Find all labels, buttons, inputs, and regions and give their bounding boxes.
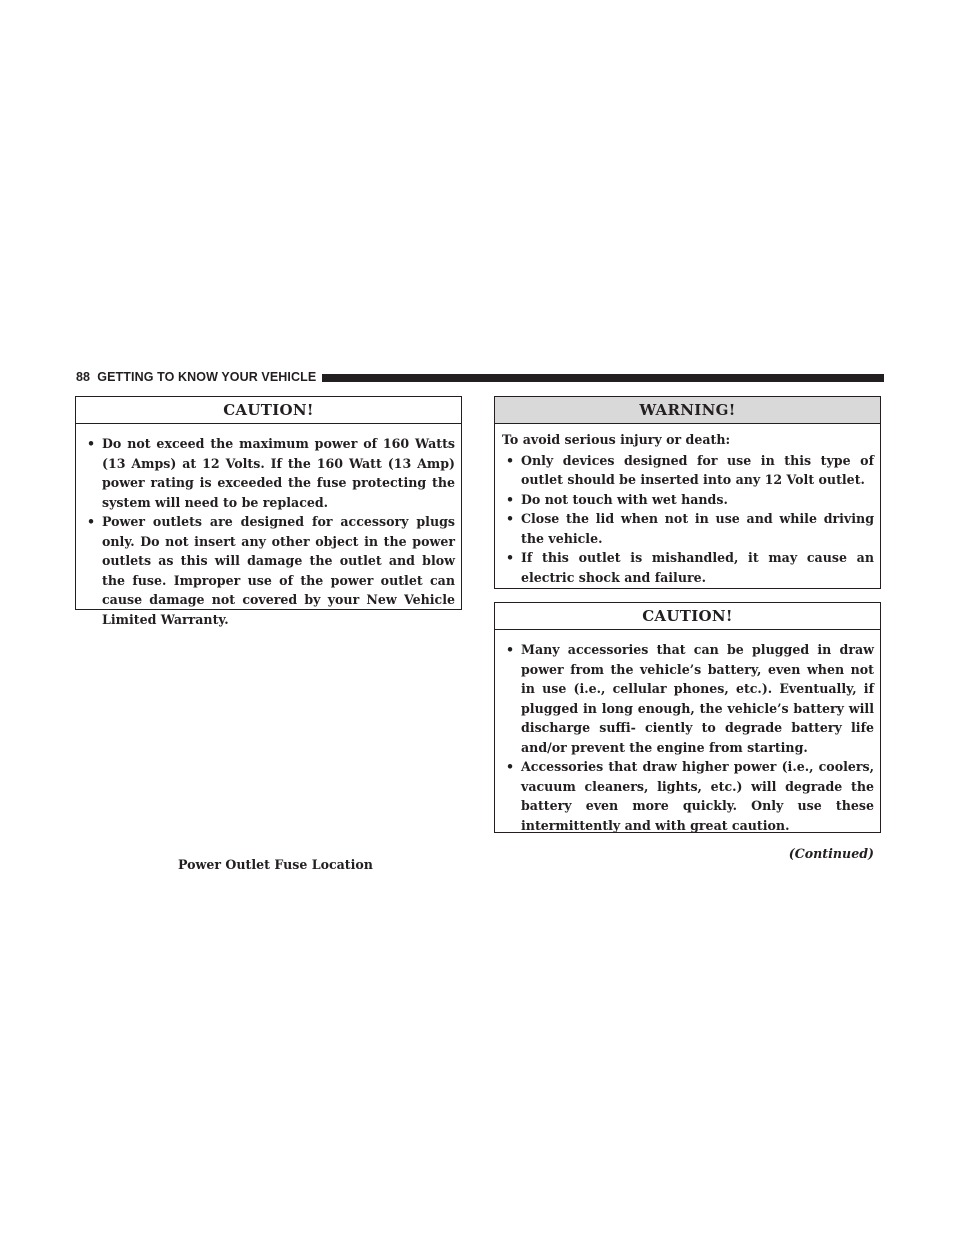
caution-body — [76, 424, 461, 629]
list-item-text: Do not exceed the maximum power of 160 Watts (13 Amps) at 12 Volts. If the 160 Watt (13 Amp) power rating is exceeded the fuse protecting the system will need to be replaced. — [102, 436, 455, 510]
bullet-icon: • — [506, 759, 515, 774]
list-item-text: Only devices designed for use in this type of outlet should be inserted into any 12 Volt outlet. — [521, 452, 874, 487]
bullet-icon: • — [87, 436, 96, 451]
figure-caption: Power Outlet Fuse Location — [178, 857, 373, 872]
list-item — [83, 512, 455, 629]
caution-box-left — [75, 396, 462, 627]
bullet-icon: • — [87, 514, 96, 529]
warning-title: WARNING! — [495, 397, 880, 424]
list-item — [502, 548, 874, 587]
caution-list — [502, 640, 874, 835]
bullet-icon: • — [506, 511, 515, 526]
continued-label: (Continued) — [788, 846, 874, 861]
list-item — [502, 451, 874, 490]
bullet-icon: • — [506, 642, 515, 657]
caution-list — [83, 434, 455, 629]
list-item-text: Close the lid when not in use and while driving the vehicle. — [521, 511, 874, 546]
list-item — [502, 640, 874, 757]
list-item-text: Accessories that draw higher power (i.e., coolers, vacuum cleaners, lights, etc.) will degrade the battery even more quickly. Only use these intermittently and with great caution. — [521, 759, 874, 833]
list-item-text: Power outlets are designed for accessory plugs only. Do not insert any other object in the power outlets as this will damage the outlet and blow the fuse. Improper use of the power outlet can cause damage not covered by your New Vehicle Limited Warranty. — [102, 514, 455, 627]
caution-title: CAUTION! — [76, 397, 461, 424]
bullet-icon: • — [506, 491, 515, 507]
list-item — [502, 757, 874, 835]
header-rule — [322, 374, 884, 382]
warning-body — [495, 424, 880, 587]
warning-box — [494, 396, 881, 589]
list-item-text: If this outlet is mishandled, it may cause an electric shock and failure. — [521, 550, 874, 585]
page-number: 88 — [76, 370, 91, 384]
caution-body — [495, 630, 880, 835]
page-header — [76, 369, 884, 385]
warning-intro: To avoid serious injury or death: — [502, 432, 731, 447]
list-item-text: Many accessories that can be plugged in draw power from the vehicle’s battery, even when not in use (i.e., cellular phones, etc.). Eventually, if plugged in long enough, the vehicle’s battery will discharge suffi- ciently to degrade battery life and/or prevent the engine from starting. — [521, 642, 874, 755]
list-item-text: Do not touch with wet hands. — [521, 491, 728, 507]
list-item — [502, 509, 874, 548]
caution-title: CAUTION! — [495, 603, 880, 630]
list-item — [502, 490, 874, 510]
caution-box-right — [494, 602, 881, 833]
bullet-icon: • — [506, 452, 515, 468]
page-header-text — [76, 370, 316, 384]
section-title: GETTING TO KNOW YOUR VEHICLE — [97, 370, 317, 384]
list-item — [83, 434, 455, 512]
bullet-icon: • — [506, 550, 515, 565]
warning-list — [502, 451, 874, 588]
